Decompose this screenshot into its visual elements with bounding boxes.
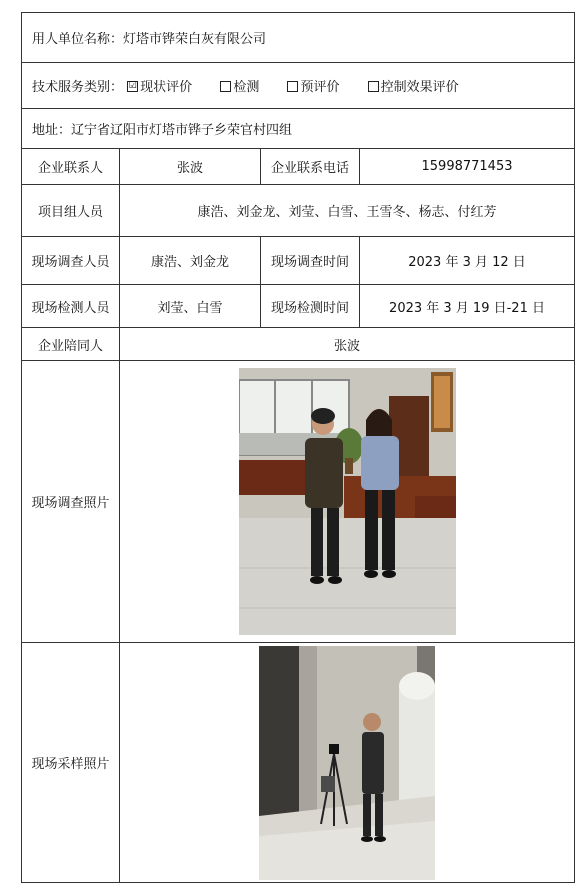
sampling-photo-row bbox=[22, 643, 575, 883]
service-type-row bbox=[22, 63, 575, 109]
team-label: 项目组人员 bbox=[22, 185, 120, 237]
contact-label: 企业联系人 bbox=[22, 149, 120, 185]
phone-label: 企业联系电话 bbox=[261, 149, 360, 185]
survey-time-value: 2023 年 3 月 12 日 bbox=[360, 237, 575, 285]
team-row bbox=[22, 185, 575, 237]
phone-value: 15998771453 bbox=[360, 149, 575, 185]
option-pre-evaluation[interactable]: 预评价 bbox=[287, 80, 339, 95]
employer-value: 灯塔市铧荣白灰有限公司 bbox=[123, 32, 267, 47]
employer-label: 用人单位名称： bbox=[32, 32, 124, 47]
sampling-photo-label: 现场采样照片 bbox=[22, 643, 120, 883]
test-people-label: 现场检测人员 bbox=[22, 285, 120, 328]
address-value: 辽宁省辽阳市灯塔市铧子乡荣官村四组 bbox=[71, 123, 293, 138]
checkbox-icon[interactable] bbox=[287, 81, 298, 92]
test-time-label: 现场检测时间 bbox=[261, 285, 360, 328]
address-row bbox=[22, 109, 575, 149]
record-sheet bbox=[21, 12, 574, 882]
test-time-value: 2023 年 3 月 19 日-21 日 bbox=[360, 285, 575, 328]
checkbox-icon[interactable] bbox=[220, 81, 231, 92]
accompany-value: 张波 bbox=[120, 328, 575, 361]
contact-row bbox=[22, 149, 575, 185]
survey-row bbox=[22, 237, 575, 285]
survey-people-label: 现场调查人员 bbox=[22, 237, 120, 285]
contact-value: 张波 bbox=[120, 149, 261, 185]
employer-row bbox=[22, 13, 575, 63]
accompany-row bbox=[22, 328, 575, 361]
survey-people-value: 康浩、刘金龙 bbox=[120, 237, 261, 285]
survey-photo-row bbox=[22, 361, 575, 643]
team-value: 康浩、刘金龙、刘莹、白雪、王雪冬、杨志、付红芳 bbox=[120, 185, 575, 237]
checkbox-checked-icon[interactable]: ☑ bbox=[128, 81, 137, 91]
record-table bbox=[21, 12, 575, 883]
accompany-label: 企业陪同人 bbox=[22, 328, 120, 361]
checkbox-icon[interactable] bbox=[368, 81, 379, 92]
option-testing[interactable]: 检测 bbox=[220, 80, 259, 95]
survey-time-label: 现场调查时间 bbox=[261, 237, 360, 285]
service-type-label: 技术服务类别： bbox=[32, 80, 124, 95]
option-control-effect-evaluation[interactable]: 控制效果评价 bbox=[368, 80, 459, 95]
survey-photo bbox=[239, 368, 456, 635]
survey-photo-label: 现场调查照片 bbox=[22, 361, 120, 643]
test-row bbox=[22, 285, 575, 328]
option-status-evaluation[interactable]: ☑ 现状评价 bbox=[128, 80, 193, 95]
address-label: 地址： bbox=[32, 123, 72, 138]
test-people-value: 刘莹、白雪 bbox=[120, 285, 261, 328]
sampling-photo bbox=[259, 646, 435, 880]
